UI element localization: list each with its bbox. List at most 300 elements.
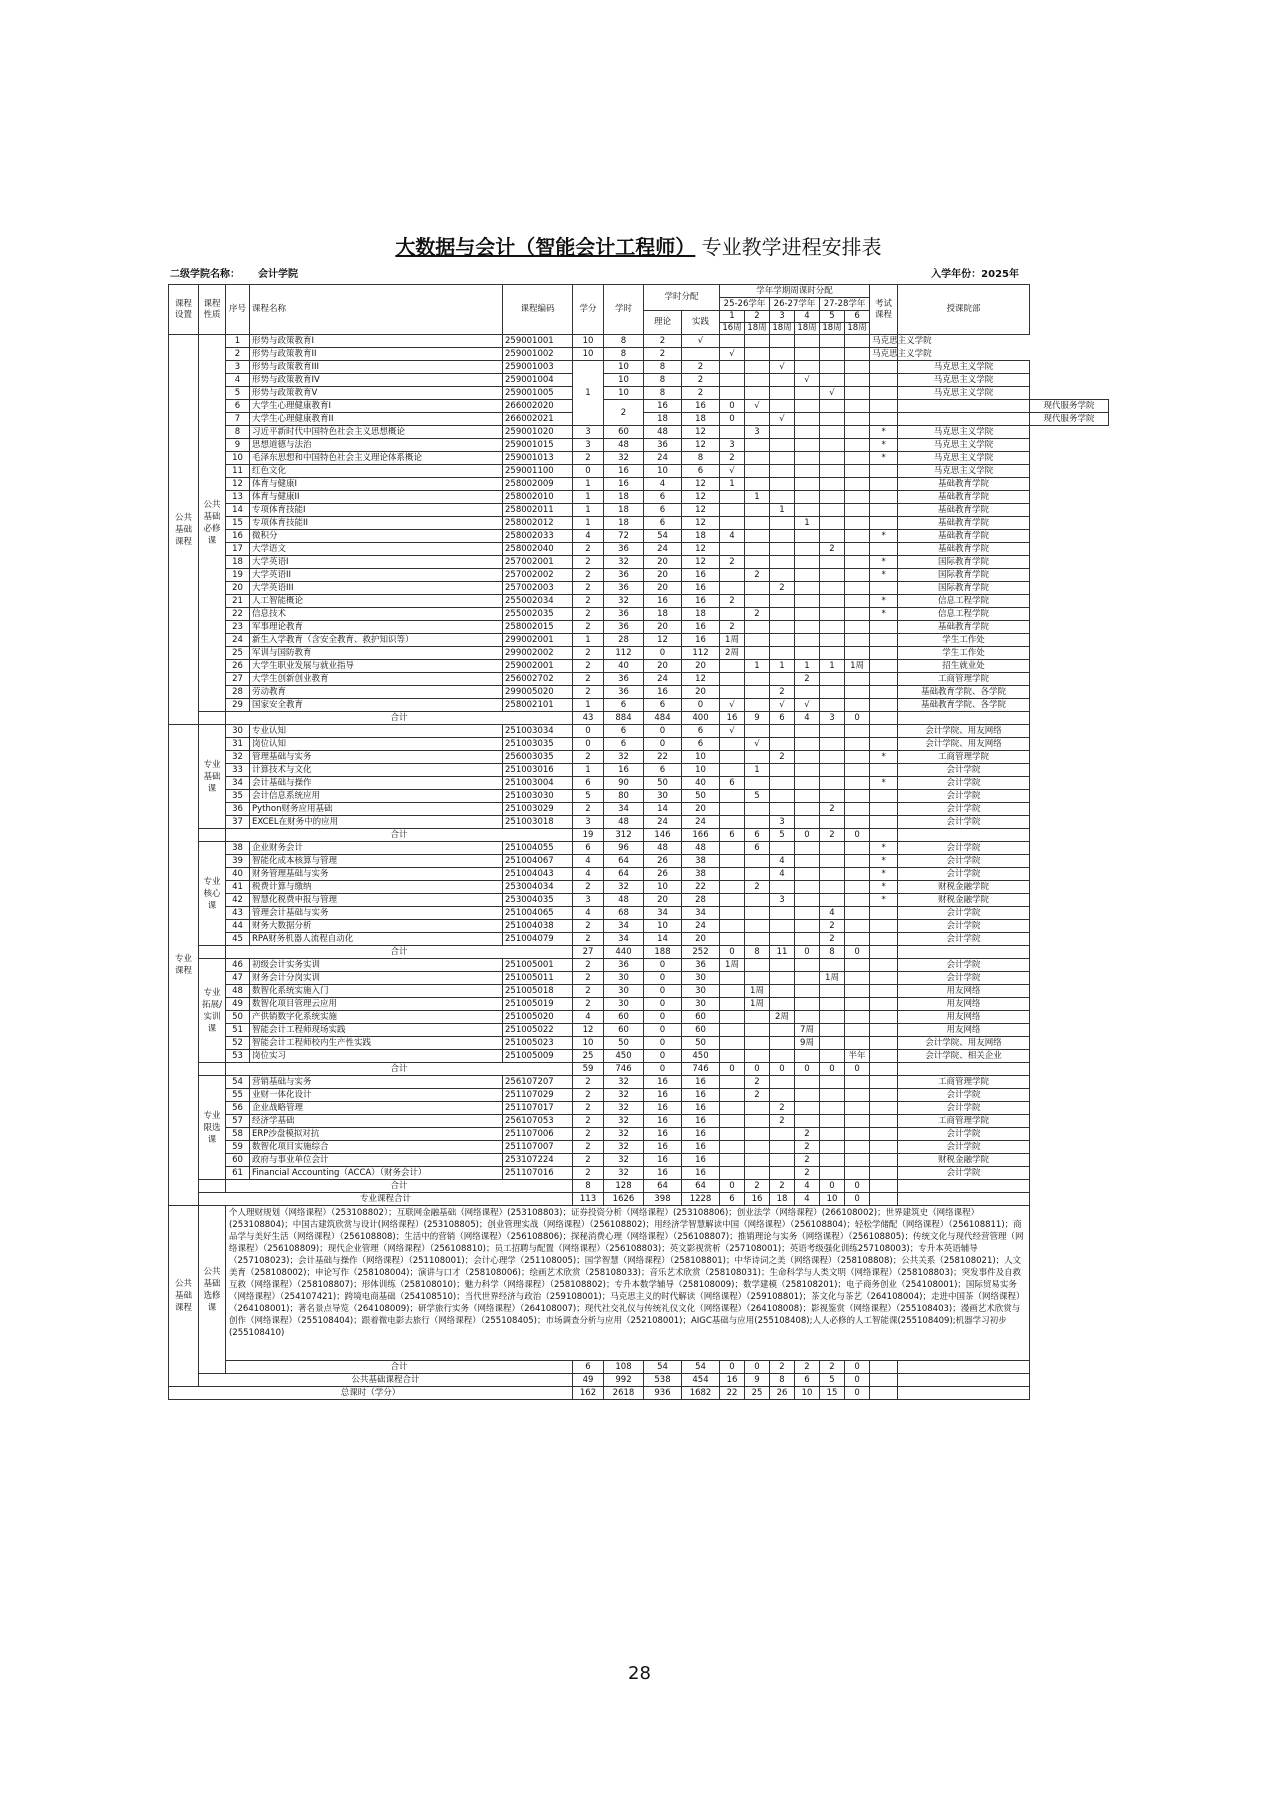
cell-dept: 马克思主义学院 (898, 452, 1030, 465)
hdr-weeks: 18周 (845, 323, 870, 335)
cell-dept: 会计学院、相关企业 (898, 1050, 1030, 1063)
cell-hours: 36 (604, 959, 644, 972)
cell-exam: * (870, 439, 898, 452)
cell-s2: 1 (745, 764, 770, 777)
cell-s3: 3 (770, 894, 795, 907)
cell-s2 (745, 1141, 770, 1154)
table-row (169, 1011, 1109, 1024)
cell-s2 (745, 1154, 770, 1167)
cell-code: 259001020 (503, 426, 573, 439)
cell-dept: 招生就业处 (898, 660, 1030, 673)
cell-credit: 2 (573, 803, 604, 816)
cell-s3 (770, 673, 795, 686)
cell-credit: 2 (573, 1141, 604, 1154)
cell-s1 (720, 582, 745, 595)
cell-dept: 会计学院 (898, 920, 1030, 933)
cell-theory: 16 (644, 686, 682, 699)
pub-total-value: 9 (745, 1374, 770, 1387)
nature-blank (199, 1180, 226, 1193)
cell-hours: 32 (604, 1115, 644, 1128)
cell-name: Financial Accounting（ACCA）（财务会计） (250, 1167, 503, 1180)
cell-theory: 0 (644, 959, 682, 972)
cell-s3 (770, 452, 795, 465)
cell-dept: 学生工作处 (898, 634, 1030, 647)
cell-exam (870, 1089, 898, 1102)
cell-exam (870, 1076, 898, 1089)
pub-total-value: 16 (720, 1374, 745, 1387)
cell-s4: 2 (795, 1128, 820, 1141)
cell-seq: 51 (226, 1024, 250, 1037)
cell-name: 智慧化税费申报与管理 (250, 894, 503, 907)
cell-s6 (845, 842, 870, 855)
cell-s1 (720, 1076, 745, 1089)
table-row (169, 764, 1109, 777)
cell-practice: 16 (682, 595, 720, 608)
cell-practice: 12 (682, 439, 720, 452)
cell-s4 (795, 803, 820, 816)
cell-s3 (770, 1050, 795, 1063)
cell-s6 (845, 686, 870, 699)
cell-practice: 20 (682, 660, 720, 673)
cell-dept: 信息工程学院 (898, 595, 1030, 608)
cell-s5 (820, 478, 845, 491)
cell-s3 (770, 556, 795, 569)
cell-s6 (845, 374, 870, 387)
cell-seq: 50 (226, 1011, 250, 1024)
cell-seq: 9 (226, 439, 250, 452)
cell-s1: √ (720, 699, 745, 712)
cell-s5 (820, 1011, 845, 1024)
nature-blank (199, 1063, 226, 1076)
cell-name: 专项体育技能I (250, 504, 503, 517)
cell-credit: 2 (573, 608, 604, 621)
cell-code: 259001100 (503, 465, 573, 478)
cell-practice: 2 (682, 361, 720, 374)
pub-total-row (169, 1374, 1109, 1387)
cell-hours: 32 (604, 1128, 644, 1141)
cell-credit: 0 (573, 738, 604, 751)
cell-practice: 12 (682, 556, 720, 569)
subtotal-value: 400 (682, 712, 720, 725)
cell-dept: 马克思主义学院 (898, 387, 1030, 400)
cell-code: 259001002 (503, 348, 573, 361)
table-row (169, 894, 1109, 907)
cell-name: 专业认知 (250, 725, 503, 738)
cell-code: 251003004 (503, 777, 573, 790)
cell-credit: 2 (573, 920, 604, 933)
cell-s3 (770, 426, 795, 439)
cell-s2: √ (770, 413, 795, 426)
cell-s1 (720, 1089, 745, 1102)
table-row (169, 738, 1109, 751)
elective-total-value: 54 (644, 1361, 682, 1374)
cell-practice: 18 (682, 530, 720, 543)
cell-s3 (770, 972, 795, 985)
cell-dept: 基础教育学院 (898, 504, 1030, 517)
cell-dept: 会计学院 (898, 972, 1030, 985)
cell-s3 (770, 933, 795, 946)
cell-s3 (770, 439, 795, 452)
cell-s5 (820, 426, 845, 439)
cell-exam (870, 621, 898, 634)
cell-name: 体育与健康II (250, 491, 503, 504)
cell-exam (870, 1102, 898, 1115)
cell-s2 (745, 972, 770, 985)
cell-practice: 10 (682, 751, 720, 764)
grand-total-value: 22 (720, 1387, 745, 1400)
cell-s6 (845, 985, 870, 998)
prof-total-value: 4 (795, 1193, 820, 1206)
cell-s6 (845, 881, 870, 894)
cell-exam (898, 400, 1030, 413)
cell-s3: √ (770, 699, 795, 712)
cell-s2 (745, 647, 770, 660)
cell-s2 (745, 686, 770, 699)
cell-seq: 8 (226, 426, 250, 439)
elective-total-value: 108 (604, 1361, 644, 1374)
cell-s2 (745, 1037, 770, 1050)
cell-credit: 1 (573, 361, 604, 426)
cell-theory: 0 (644, 998, 682, 1011)
pub-total-value: 5 (820, 1374, 845, 1387)
cell-s6 (845, 920, 870, 933)
cell-code: 299002001 (503, 634, 573, 647)
cell-name: 军训与国防教育 (250, 647, 503, 660)
cell-credit: 2 (573, 569, 604, 582)
subtotal-value: 312 (604, 829, 644, 842)
cell-name: 大学英语II (250, 569, 503, 582)
cell-practice: 12 (682, 491, 720, 504)
cell-seq: 47 (226, 972, 250, 985)
cell-theory: 16 (644, 1076, 682, 1089)
grand-total-value: 1682 (682, 1387, 720, 1400)
cell-exam (870, 920, 898, 933)
cell-code: 251004065 (503, 907, 573, 920)
cell-seq: 52 (226, 1037, 250, 1050)
cell-hours: 18 (644, 413, 682, 426)
hdr-weeks: 16周 (720, 323, 745, 335)
cell-s5 (820, 855, 845, 868)
cell-name: 形势与政策教育III (250, 361, 503, 374)
cell-practice: 112 (682, 647, 720, 660)
subtotal-value: 9 (745, 712, 770, 725)
cell-s4 (795, 1089, 820, 1102)
subtotal-value: 3 (820, 712, 845, 725)
cell-s1 (720, 933, 745, 946)
cell-s4: √ (795, 699, 820, 712)
cell-s5 (820, 504, 845, 517)
cell-s5 (820, 816, 845, 829)
cell-s5 (820, 1050, 845, 1063)
subtotal-value: 0 (845, 946, 870, 959)
enrollment-year: 入学年份：2025年 (931, 269, 1019, 280)
cell-s1: 1周 (720, 959, 745, 972)
cell-seq: 61 (226, 1167, 250, 1180)
cell-dept: 财税金融学院 (898, 1154, 1030, 1167)
cell-seq: 39 (226, 855, 250, 868)
subtotal-row (169, 712, 1109, 725)
cell-hours: 50 (604, 1037, 644, 1050)
cell-s2 (745, 1128, 770, 1141)
cell-dept: 用友网络 (898, 1011, 1030, 1024)
hdr-weeks: 18周 (795, 323, 820, 335)
cell-practice: 30 (682, 985, 720, 998)
subtotal-value: 0 (845, 829, 870, 842)
subtotal-label: 合计 (226, 712, 573, 725)
elective-total-value: 0 (720, 1361, 745, 1374)
subtotal-label: 合计 (226, 946, 573, 959)
table-row (169, 569, 1109, 582)
cell-exam: * (870, 452, 898, 465)
cell-exam (870, 1154, 898, 1167)
cell-code: 251005019 (503, 998, 573, 1011)
cell-s2 (745, 634, 770, 647)
cell-s5: 1周 (820, 972, 845, 985)
table-row (169, 426, 1109, 439)
cell-code: 258002012 (503, 517, 573, 530)
subtotal-value: 128 (604, 1180, 644, 1193)
hdr-hours: 学时 (604, 285, 644, 335)
cell-hours: 6 (604, 738, 644, 751)
cell-seq: 46 (226, 959, 250, 972)
cell-name: 信息技术 (250, 608, 503, 621)
cell-exam: * (870, 595, 898, 608)
cell-seq: 27 (226, 673, 250, 686)
hdr-dist: 学时分配 (644, 285, 720, 311)
cell-credit: 1 (573, 634, 604, 647)
cell-theory: 10 (644, 881, 682, 894)
cell-hours: 32 (604, 452, 644, 465)
cell-s4 (795, 1102, 820, 1115)
subtotal-value: 188 (644, 946, 682, 959)
subtotal-value: 27 (573, 946, 604, 959)
cell-hours: 10 (604, 387, 644, 400)
cell-dept: 现代服务学院 (1030, 400, 1109, 413)
cell-s1: √ (720, 465, 745, 478)
elective-total-row (169, 1361, 1109, 1374)
cell-theory: 0 (644, 738, 682, 751)
cell-practice: 38 (682, 868, 720, 881)
cell-s1 (720, 673, 745, 686)
cell-theory: 6 (644, 491, 682, 504)
cell-dept: 会计学院 (898, 907, 1030, 920)
cell-practice: 12 (682, 673, 720, 686)
cell-practice: 10 (682, 764, 720, 777)
cell-s3: 4 (770, 868, 795, 881)
cell-practice: 50 (682, 790, 720, 803)
cell-name: 财务管理基础与实务 (250, 868, 503, 881)
table-row (169, 751, 1109, 764)
cell-s1: √ (745, 400, 770, 413)
cell-code: 258002040 (503, 543, 573, 556)
cell-seq: 42 (226, 894, 250, 907)
college-name: 会计学院 (258, 269, 298, 280)
subtotal-value: 146 (644, 829, 682, 842)
hdr-sem: 3 (770, 311, 795, 323)
cell-hours: 40 (604, 660, 644, 673)
cell-theory: 22 (644, 751, 682, 764)
cell-dept: 基础教育学院 (898, 478, 1030, 491)
cell-s2 (770, 400, 795, 413)
cell-theory: 24 (644, 543, 682, 556)
cell-s4 (795, 1076, 820, 1089)
cell-dept: 马克思主义学院 (898, 374, 1030, 387)
cell-exam (898, 413, 1030, 426)
elective-total-value: 0 (745, 1361, 770, 1374)
cell-name: 体育与健康I (250, 478, 503, 491)
cell-s2: 2 (745, 1089, 770, 1102)
subtotal-label: 合计 (226, 1180, 573, 1193)
cell-s4 (795, 959, 820, 972)
table-header (169, 285, 1109, 335)
cell-s5 (820, 1037, 845, 1050)
cell-theory: 0 (644, 725, 682, 738)
nature-blank (199, 829, 226, 842)
cell-s5 (820, 790, 845, 803)
cell-seq: 35 (226, 790, 250, 803)
table-row (169, 374, 1109, 387)
cell-exam: * (870, 530, 898, 543)
cell-exam (870, 1050, 898, 1063)
cell-theory: 54 (644, 530, 682, 543)
cell-theory: 4 (644, 478, 682, 491)
subtotal-label: 合计 (226, 829, 573, 842)
cell-dept: 马克思主义学院 (898, 439, 1030, 452)
cell-s5 (820, 777, 845, 790)
cell-name: Python财务应用基础 (250, 803, 503, 816)
cell-name: 劳动教育 (250, 686, 503, 699)
cell-dept: 会计学院 (898, 790, 1030, 803)
cell-dept: 学生工作处 (898, 647, 1030, 660)
cell-s6 (845, 569, 870, 582)
cell-blank (898, 946, 1030, 959)
cell-name: ERP沙盘模拟对抗 (250, 1128, 503, 1141)
cell-dept: 现代服务学院 (1030, 413, 1109, 426)
cell-exam (870, 491, 898, 504)
cell-s3 (745, 348, 770, 361)
cell-s1 (720, 751, 745, 764)
cell-s6 (845, 543, 870, 556)
nature-cell: 专业限选课 (199, 1076, 226, 1180)
cell-practice: 28 (682, 894, 720, 907)
cell-dept: 基础教育学院 (898, 530, 1030, 543)
cell-s5 (820, 1024, 845, 1037)
cell-dept: 工商管理学院 (898, 751, 1030, 764)
cell-practice: 30 (682, 998, 720, 1011)
cell-s4 (795, 504, 820, 517)
cell-dept: 会计学院 (898, 1141, 1030, 1154)
subtotal-value: 5 (770, 829, 795, 842)
cell-blank (870, 712, 898, 725)
cell-credit: 2 (573, 673, 604, 686)
hdr-year-2: 26-27学年 (770, 298, 820, 311)
table-row (169, 686, 1109, 699)
cell-code: 251004079 (503, 933, 573, 946)
cell-dept: 用友网络 (898, 998, 1030, 1011)
cell-practice: 16 (682, 621, 720, 634)
elective-total-value: 2 (770, 1361, 795, 1374)
subtotal-value: 6 (720, 829, 745, 842)
cell-name: 大学生创新创业教育 (250, 673, 503, 686)
table-row (169, 920, 1109, 933)
title-major: 大数据与会计（智能会计工程师） (395, 235, 696, 259)
cell-s2 (745, 894, 770, 907)
cell-s6 (845, 673, 870, 686)
cell-s1 (720, 972, 745, 985)
cell-credit: 2 (573, 543, 604, 556)
subtotal-value: 4 (795, 1180, 820, 1193)
cell-hours: 112 (604, 647, 644, 660)
cell-hours: 72 (604, 530, 644, 543)
pub-total-value: 6 (795, 1374, 820, 1387)
cell-exam: * (870, 569, 898, 582)
cell-s6: 1周 (845, 660, 870, 673)
cell-credit: 3 (573, 439, 604, 452)
cell-name: 业财一体化设计 (250, 1089, 503, 1102)
nature-cell: 专业拓展/实训课 (199, 959, 226, 1063)
cell-exam (870, 582, 898, 595)
cell-credit: 3 (573, 894, 604, 907)
cell-s3 (745, 335, 770, 348)
cell-theory: 20 (644, 569, 682, 582)
cell-s5 (820, 868, 845, 881)
cell-s4 (770, 335, 795, 348)
cell-s6 (845, 517, 870, 530)
cell-practice: 60 (682, 1024, 720, 1037)
cell-theory: 8 (604, 348, 644, 361)
cell-s5 (820, 621, 845, 634)
cell-code: 256002702 (503, 673, 573, 686)
table-row (169, 556, 1109, 569)
cell-s2 (745, 907, 770, 920)
cell-dept: 工商管理学院 (898, 1115, 1030, 1128)
cell-seq: 20 (226, 582, 250, 595)
cell-s3: 2 (770, 1115, 795, 1128)
cell-exam: * (870, 777, 898, 790)
cell-s5 (820, 1128, 845, 1141)
cell-s1 (720, 998, 745, 1011)
cell-name: 人工智能概论 (250, 595, 503, 608)
table-row (169, 400, 1109, 413)
cell-s3 (770, 1089, 795, 1102)
cell-s3 (770, 595, 795, 608)
nature-cell: 公共基础选修课 (199, 1206, 226, 1374)
cell-name: 形势与政策教育IV (250, 374, 503, 387)
cell-theory: 0 (644, 972, 682, 985)
cell-s3 (770, 621, 795, 634)
cell-code: 256107053 (503, 1115, 573, 1128)
cell-exam: * (870, 426, 898, 439)
cell-name: 税费计算与缴纳 (250, 881, 503, 894)
cell-s1 (720, 881, 745, 894)
cell-dept: 会计学院 (898, 933, 1030, 946)
cell-s3 (770, 608, 795, 621)
subtotal-value: 884 (604, 712, 644, 725)
subtotal-value: 0 (644, 1063, 682, 1076)
cell-exam (870, 933, 898, 946)
cell-seq: 10 (226, 452, 250, 465)
cell-s6 (845, 764, 870, 777)
cell-s4 (795, 569, 820, 582)
cell-credit: 3 (573, 816, 604, 829)
cell-s6 (845, 868, 870, 881)
cell-s2 (745, 699, 770, 712)
cell-practice: 16 (682, 1076, 720, 1089)
cell-seq: 48 (226, 985, 250, 998)
subtotal-value: 0 (845, 1180, 870, 1193)
cell-seq: 44 (226, 920, 250, 933)
cell-s1 (720, 1102, 745, 1115)
